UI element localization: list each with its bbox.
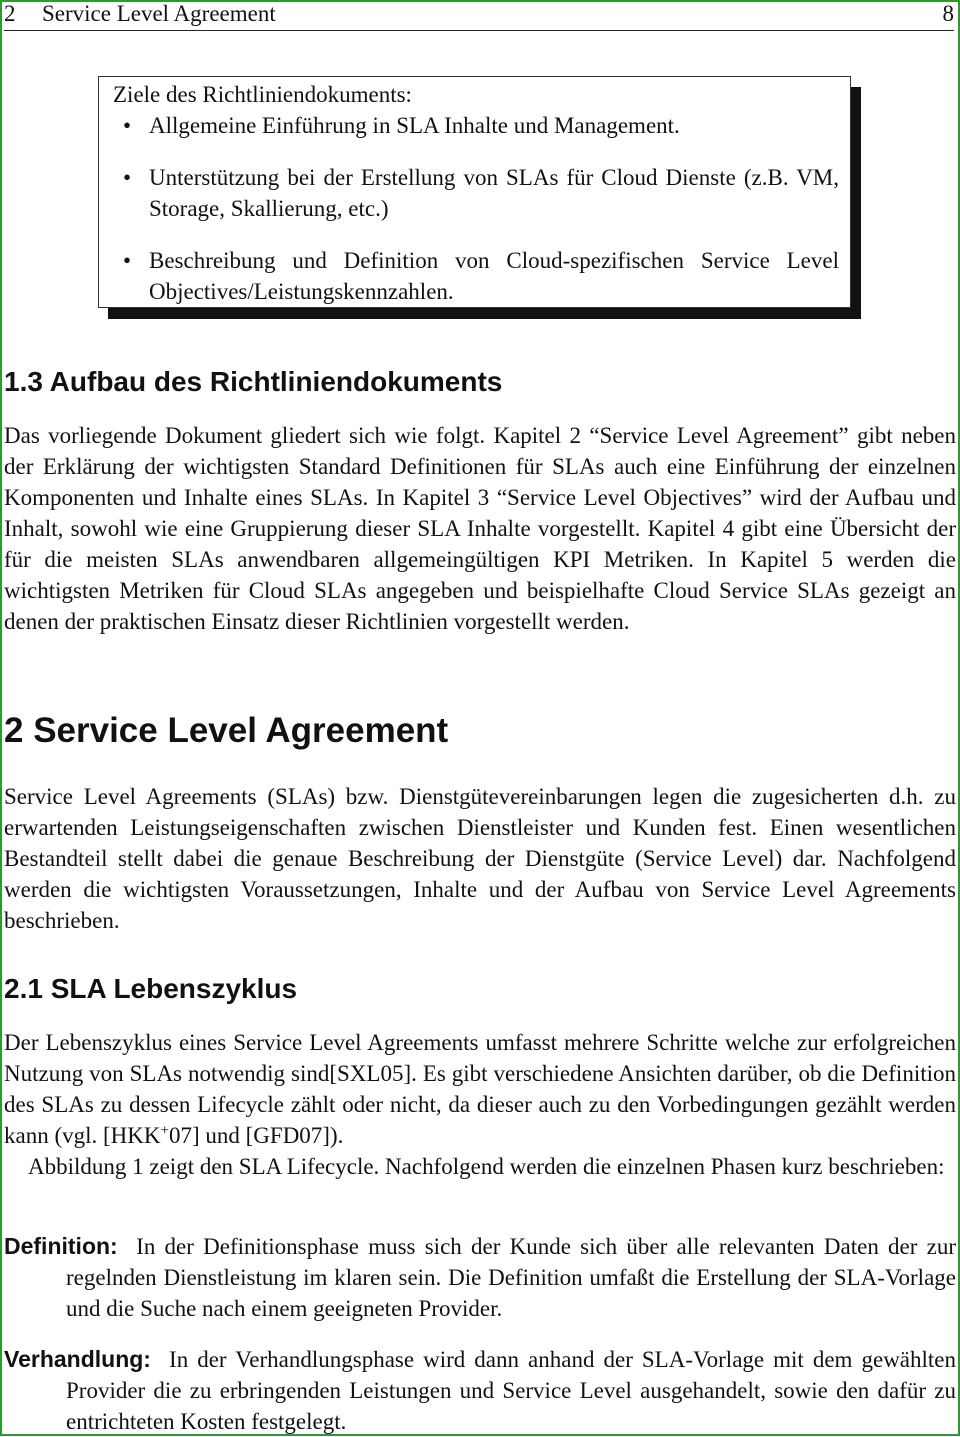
header-page-number: 8 [942,1,954,26]
goals-box-title: Ziele des Richtliniendokuments: [113,82,412,107]
citation-superscript: + [160,1122,169,1139]
section-heading-2-1: 2.1 SLA Lebenszyklus [4,973,298,1004]
bullet-icon: • [123,165,132,190]
header-chapter-title: Service Level Agreement [42,1,276,26]
lifecycle-text: Der Lebenszyklus eines Service Level Agreements umfasst mehrere Schritte welche zur erfolgreichen Nutzung von SLAs notwendig sind[SXL05]. Es gibt verschiedene Ansichten darüber, ob die Definition des SLAs zu dessen Lifecycle zählt oder nicht, da dieser auch zu den Vorbedingungen gezählt werden kann (vgl. [HKK [4,1030,956,1148]
definition-term: Definition: [4,1233,118,1259]
list-item [123,110,839,141]
paragraph-structure: Das vorliegende Dokument gliedert sich wie folgt. Kapitel 2 “Service Level Agreement” gibt neben der Erklärung der wichtigsten Standard Definitionen für SLAs auch eine Einführung der einzelnen Komponenten und Inhalte eines SLAs. In Kapitel 3 “Service Level Objectives” wird der Aufbau und Inhalt, sowohl wie eine Gruppierung dieser SLA Inhalte vorgestellt. Kapitel 4 gibt eine Übersicht der für die meisten SLAs anwendbaren allgemeingültigen KPI Metriken. In Kapitel 5 werden die wichtigsten Metriken für Cloud SLAs angegeben und beispielhafte Cloud Service SLAs gezeigt an denen der praktischen Einsatz dieser Richtlinien vorgestellt werden. [4,423,956,634]
list-item [123,245,839,307]
section-heading-1-3: 1.3 Aufbau des Richtliniendokuments [4,366,503,397]
paragraph-figure-ref: Abbildung 1 zeigt den SLA Lifecycle. Nachfolgend werden die einzelnen Phasen kurz beschrieben: [28,1154,945,1179]
paragraph-lifecycle [4,1027,956,1151]
list-item-text: Beschreibung und Definition von Cloud-spezifischen Service Level Objectives/Leistungskennzahlen. [149,248,839,304]
lifecycle-text-end: 07] und [GFD07]). [168,1123,344,1148]
definition-text: In der Verhandlungsphase wird dann anhand der SLA-Vorlage mit dem gewählten Provider die zu erbringenden Leistungen und Service Level ausgehandelt, sowie den dafür zu entrichteten Kosten festgelegt. [66,1347,956,1434]
list-item-text: Unterstützung bei der Erstellung von SLAs für Cloud Dienste (z.B. VM, Storage, Skallierung, etc.) [149,165,839,221]
list-item-text: Allgemeine Einführung in SLA Inhalte und Management. [149,113,680,138]
definition-term: Verhandlung: [4,1346,151,1372]
definition-item [4,1344,956,1437]
running-header [4,0,954,31]
bullet-icon: • [123,248,132,273]
paragraph-sla-intro: Service Level Agreements (SLAs) bzw. Dienstgütevereinbarungen legen die zugesicherten d.h. zu erwartenden Leistungseigenschaften zwischen Dienstleister und Kunden fest. Einen wesentlichen Bestandteil stellt dabei die genaue Beschreibung der Dienstgüte (Service Level) dar. Nachfolgend werden die wichtigsten Voraussetzungen, Inhalte und der Aufbau von Service Level Agreements beschrieben. [4,784,956,933]
list-item [123,162,839,224]
goals-box [98,76,851,308]
bullet-icon: • [123,113,132,138]
section-heading-2: 2 Service Level Agreement [4,711,449,750]
goals-list [123,110,839,328]
header-chapter-number: 2 [4,1,16,26]
definition-item [4,1231,956,1324]
definition-text: In der Definitionsphase muss sich der Kunde sich über alle relevanten Daten der zur regelnden Dienstleistung im klaren sein. Die Definition umfaßt die Erstellung der SLA-Vorlage und die Suche nach einem geeigneten Provider. [66,1234,957,1321]
